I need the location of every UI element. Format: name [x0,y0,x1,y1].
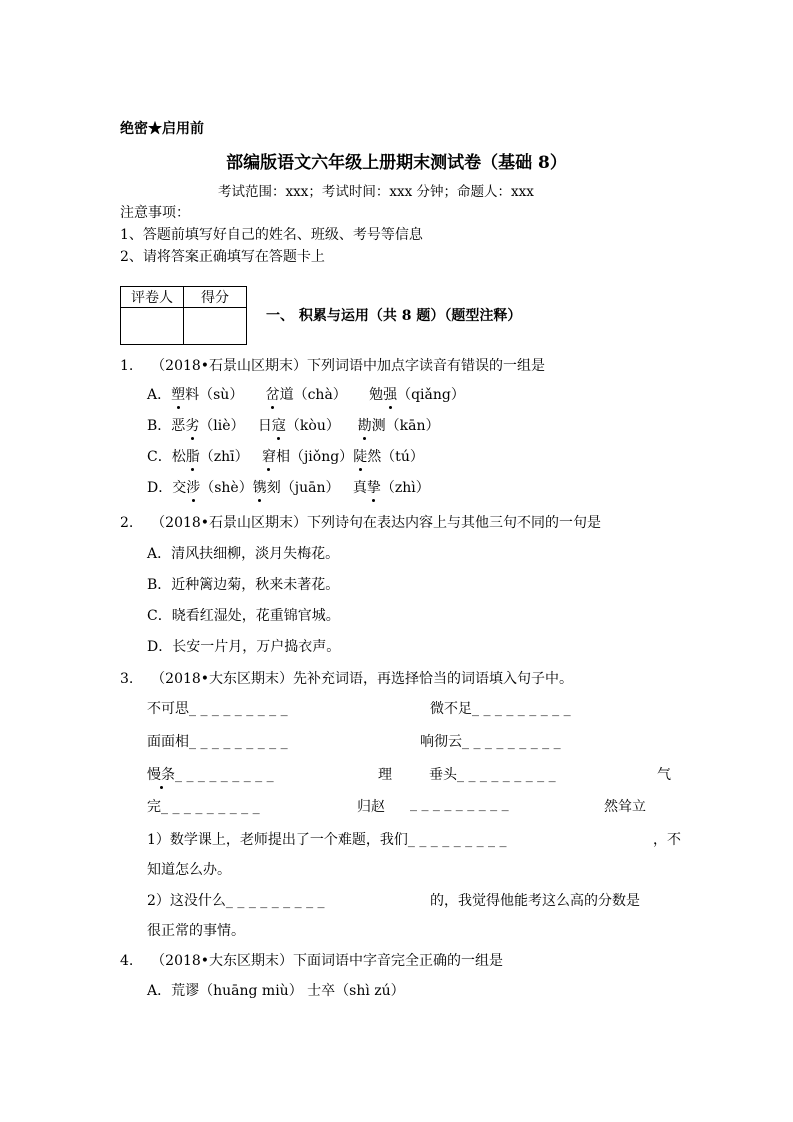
question-4 [120,950,503,970]
grader-header: 评卷人 [121,287,184,308]
q2-option-a: A．清风扶细柳，淡月失梅花。 [147,546,340,562]
q2-option-b: B．近种篱边菊，秋来未著花。 [147,577,340,593]
notice-title: 注意事项： [120,205,190,221]
question-number: 4. [120,953,134,969]
secret-label: 绝密★启用前 [120,121,204,137]
exam-meta: 考试范围：xxx；考试时间：xxx 分钟；命题人：xxx [218,184,534,200]
idiom-2: 微不足_ _ _ _ _ _ _ _ _ [430,701,571,717]
idiom-4: 响彻云_ _ _ _ _ _ _ _ _ [420,734,561,750]
question-1 [120,355,545,375]
answer-blank: _ _ _ _ _ _ _ _ _ [189,734,288,750]
question-stem: （2018•石景山区期末）下列诗句在表达内容上与其他三句不同的一句是 [151,515,602,531]
q4-option-a: A．荒谬（huāng miù） 士卒（shì zú） [147,983,405,999]
answer-blank: _ _ _ _ _ _ _ _ _ [472,701,571,717]
answer-blank: _ _ _ _ _ _ _ _ _ [161,799,260,815]
idiom-1: 不可思_ _ _ _ _ _ _ _ _ [147,701,288,717]
q2-option-c: C．晓看红湿处，花重锦官城。 [147,608,340,624]
q2-option-d: D．长安一片月，万户捣衣声。 [147,639,341,655]
idiom-3: 面面相_ _ _ _ _ _ _ _ _ [147,734,288,750]
section-heading: 一、 积累与运用（共 8 题）（题型注释） [266,308,522,324]
answer-blank: _ _ _ _ _ _ _ _ _ [225,893,325,909]
idiom-6: 垂头_ _ _ _ _ _ _ _ _ [429,767,556,783]
question-stem: （2018•大东区期末）先补充词语，再选择恰当的词语填入句子中。 [151,671,574,687]
idiom-7: 完_ _ _ _ _ _ _ _ _ [147,799,260,815]
sentence-2: 2）这没什么_ _ _ _ _ _ _ _ _ [147,893,325,909]
score-header: 得分 [184,287,247,308]
page-title: 部编版语文六年级上册期末测试卷（基础 8） [226,153,567,173]
question-stem: （2018•大东区期末）下面词语中字音完全正确的一组是 [151,953,504,969]
question-stem: （2018•石景山区期末）下列词语中加点字读音有错误的一组是 [151,358,546,374]
idiom-5-end: 理 [378,767,392,783]
score-table [120,286,247,345]
answer-blank: _ _ _ _ _ _ _ _ _ [175,767,274,783]
sentence-1-cont: 知道怎么办。 [147,862,231,878]
question-number: 2. [120,515,134,531]
answer-blank: _ _ _ _ _ _ _ _ _ [410,796,509,812]
answer-blank: _ _ _ _ _ _ _ _ _ [189,701,288,717]
answer-blank: _ _ _ _ _ _ _ _ _ [407,832,507,848]
grader-cell [121,308,184,345]
sentence-1-tail: ，不 [653,832,681,848]
question-3 [120,668,573,688]
score-cell [184,308,247,345]
idiom-5: 慢条_ _ _ _ _ _ _ _ _ [147,764,274,784]
question-2 [120,512,601,532]
idiom-8-end: 然耸立 [604,799,646,815]
sentence-1: 1）数学课上，老师提出了一个难题，我们_ _ _ _ _ _ _ _ _ [147,832,507,848]
idiom-7-end: 归赵 [357,799,385,815]
q1-option-c: C．松脂（zhī） 窘相（jiǒng）陡然（tú） [147,446,424,466]
idiom-6-end: 气 [657,767,671,783]
question-number: 3. [120,671,134,687]
q1-option-a: A．塑料（sù） 岔道（chà） 勉强（qiǎng） [147,384,465,404]
sentence-2-cont: 很正常的事情。 [147,923,245,939]
q1-option-b: B．恶劣（liè） 日寇（kòu） 勘测（kān） [147,415,440,435]
answer-blank: _ _ _ _ _ _ _ _ _ [457,767,556,783]
notice-item-1: 1、答题前填写好自己的姓名、班级、考号等信息 [120,227,423,243]
q1-option-d: D．交涉（shè）镌刻（juān） 真挚（zhì） [147,477,430,497]
notice-item-2: 2、请将答案正确填写在答题卡上 [120,249,325,265]
answer-blank: _ _ _ _ _ _ _ _ _ [462,734,561,750]
question-number: 1. [120,358,134,374]
sentence-2-tail: 的，我觉得他能考这么高的分数是 [430,893,640,909]
